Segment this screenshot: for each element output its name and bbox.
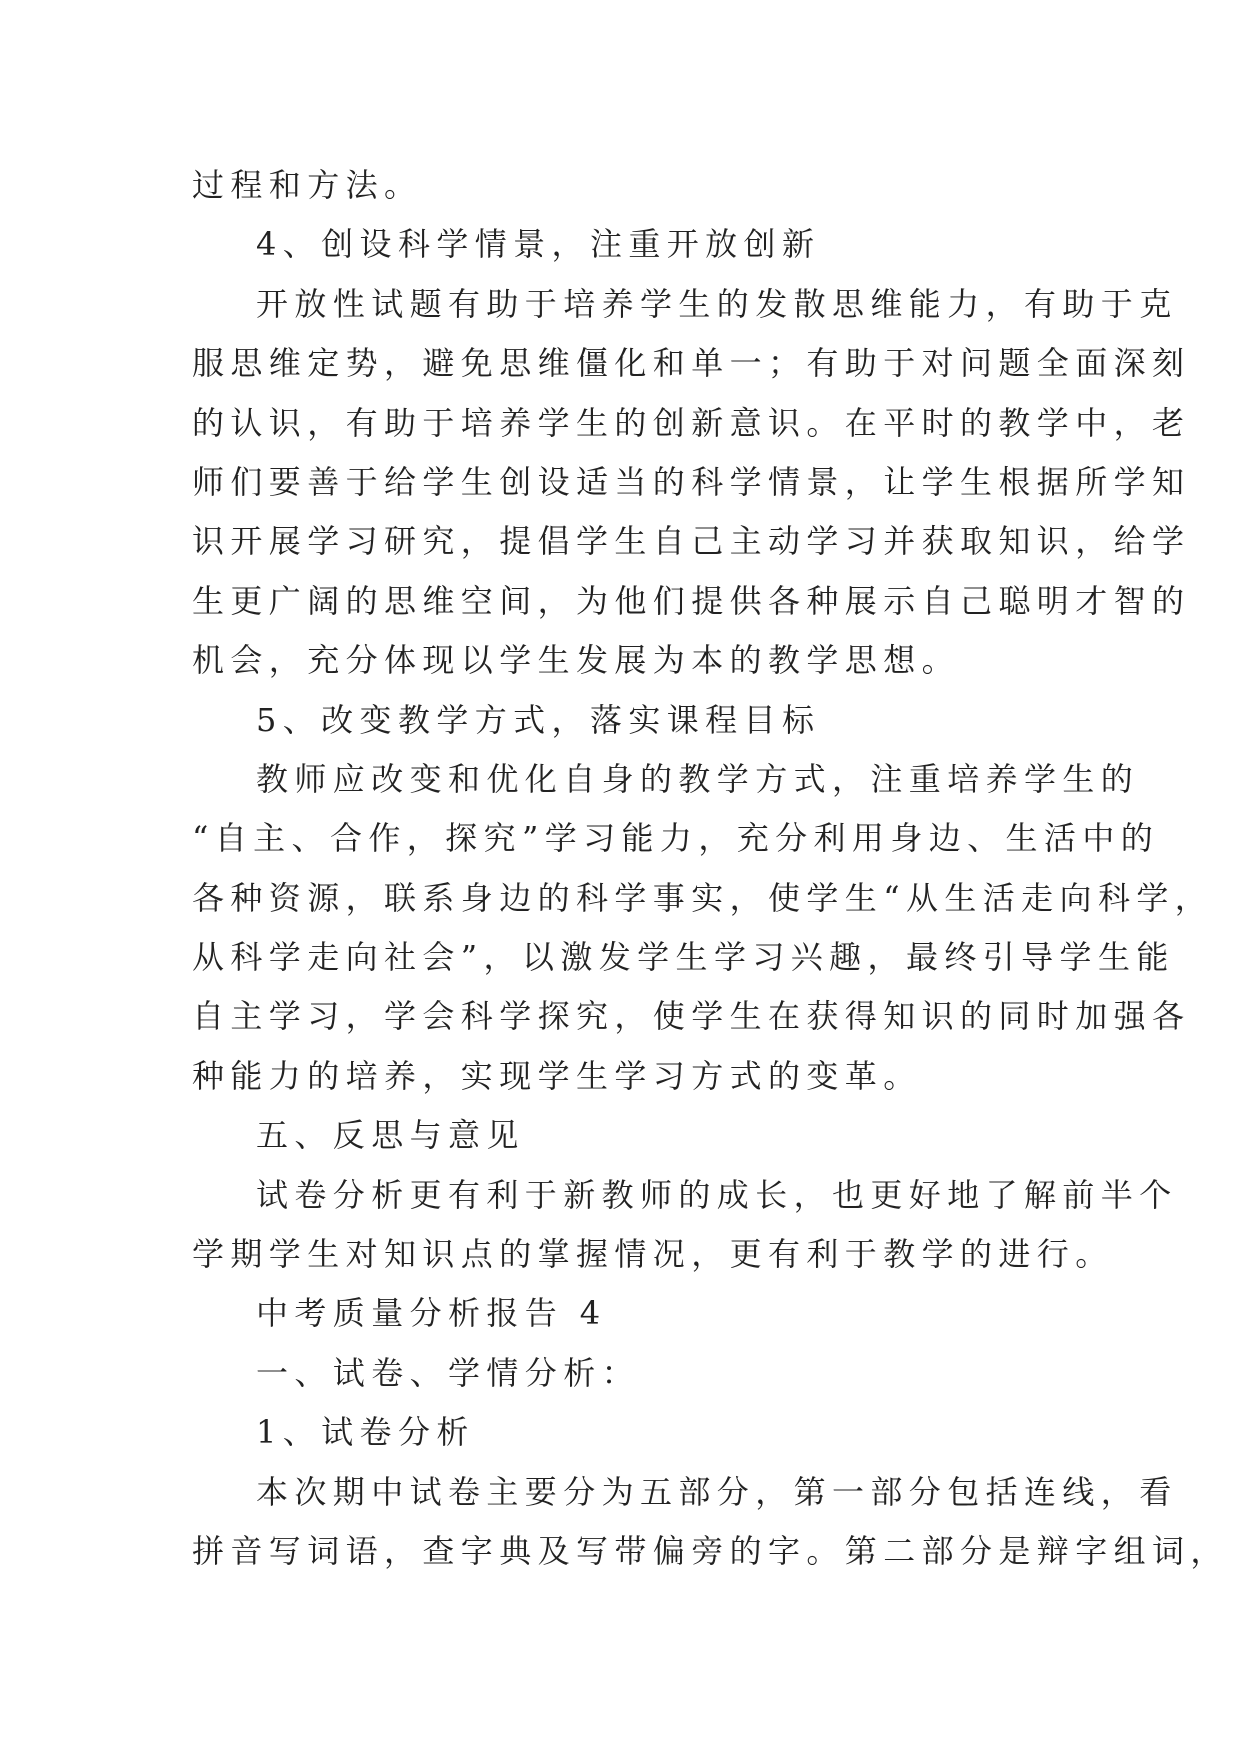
text-line: “自主、合作，探究”学习能力，充分利用身边、生活中的 [192, 819, 1160, 858]
report-title: 中考质量分析报告 4 [256, 1294, 607, 1333]
text-line: 本次期中试卷主要分为五部分，第一部分包括连线，看 [256, 1472, 1178, 1511]
section-heading: 1、试卷分析 [256, 1413, 475, 1452]
section-heading: 4、创设科学情景，注重开放创新 [256, 225, 821, 264]
text-line: 拼音写词语，查字典及写带偏旁的字。第二部分是辩字组词， [192, 1531, 1229, 1570]
text-line: 教师应改变和优化自身的教学方式，注重培养学生的 [256, 759, 1140, 798]
text-line: 机会，充分体现以学生发展为本的教学思想。 [192, 641, 961, 680]
text-line: 生更广阔的思维空间，为他们提供各种展示自己聪明才智的 [192, 581, 1191, 620]
text-line: 试卷分析更有利于新教师的成长，也更好地了解前半个 [256, 1175, 1178, 1214]
text-line: 的认识，有助于培养学生的创新意识。在平时的教学中，老 [192, 403, 1191, 442]
text-line: 过程和方法。 [192, 166, 423, 204]
text-line: 种能力的培养，实现学生学习方式的变革。 [192, 1056, 922, 1095]
section-heading: 5、改变教学方式，落实课程目标 [256, 700, 821, 739]
text-line: 识开展学习研究，提倡学生自己主动学习并获取知识，给学 [192, 522, 1191, 561]
section-heading: 五、反思与意见 [256, 1116, 525, 1155]
document-body [192, 156, 1229, 1581]
text-line: 服思维定势，避免思维僵化和单一；有助于对问题全面深刻 [192, 344, 1191, 383]
text-line: 从科学走向社会”，以激发学生学习兴趣，最终引导学生能 [192, 938, 1175, 977]
text-line: 开放性试题有助于培养学生的发散思维能力，有助于克 [256, 284, 1178, 323]
text-line: 学期学生对知识点的掌握情况，更有利于教学的进行。 [192, 1235, 1114, 1274]
text-line: 各种资源，联系身边的科学事实，使学生“从生活走向科学， [192, 878, 1214, 917]
section-heading: 一、试卷、学情分析： [256, 1353, 641, 1392]
text-line: 自主学习，学会科学探究，使学生在获得知识的同时加强各 [192, 997, 1191, 1036]
text-line: 师们要善于给学生创设适当的科学情景，让学生根据所学知 [192, 462, 1191, 501]
